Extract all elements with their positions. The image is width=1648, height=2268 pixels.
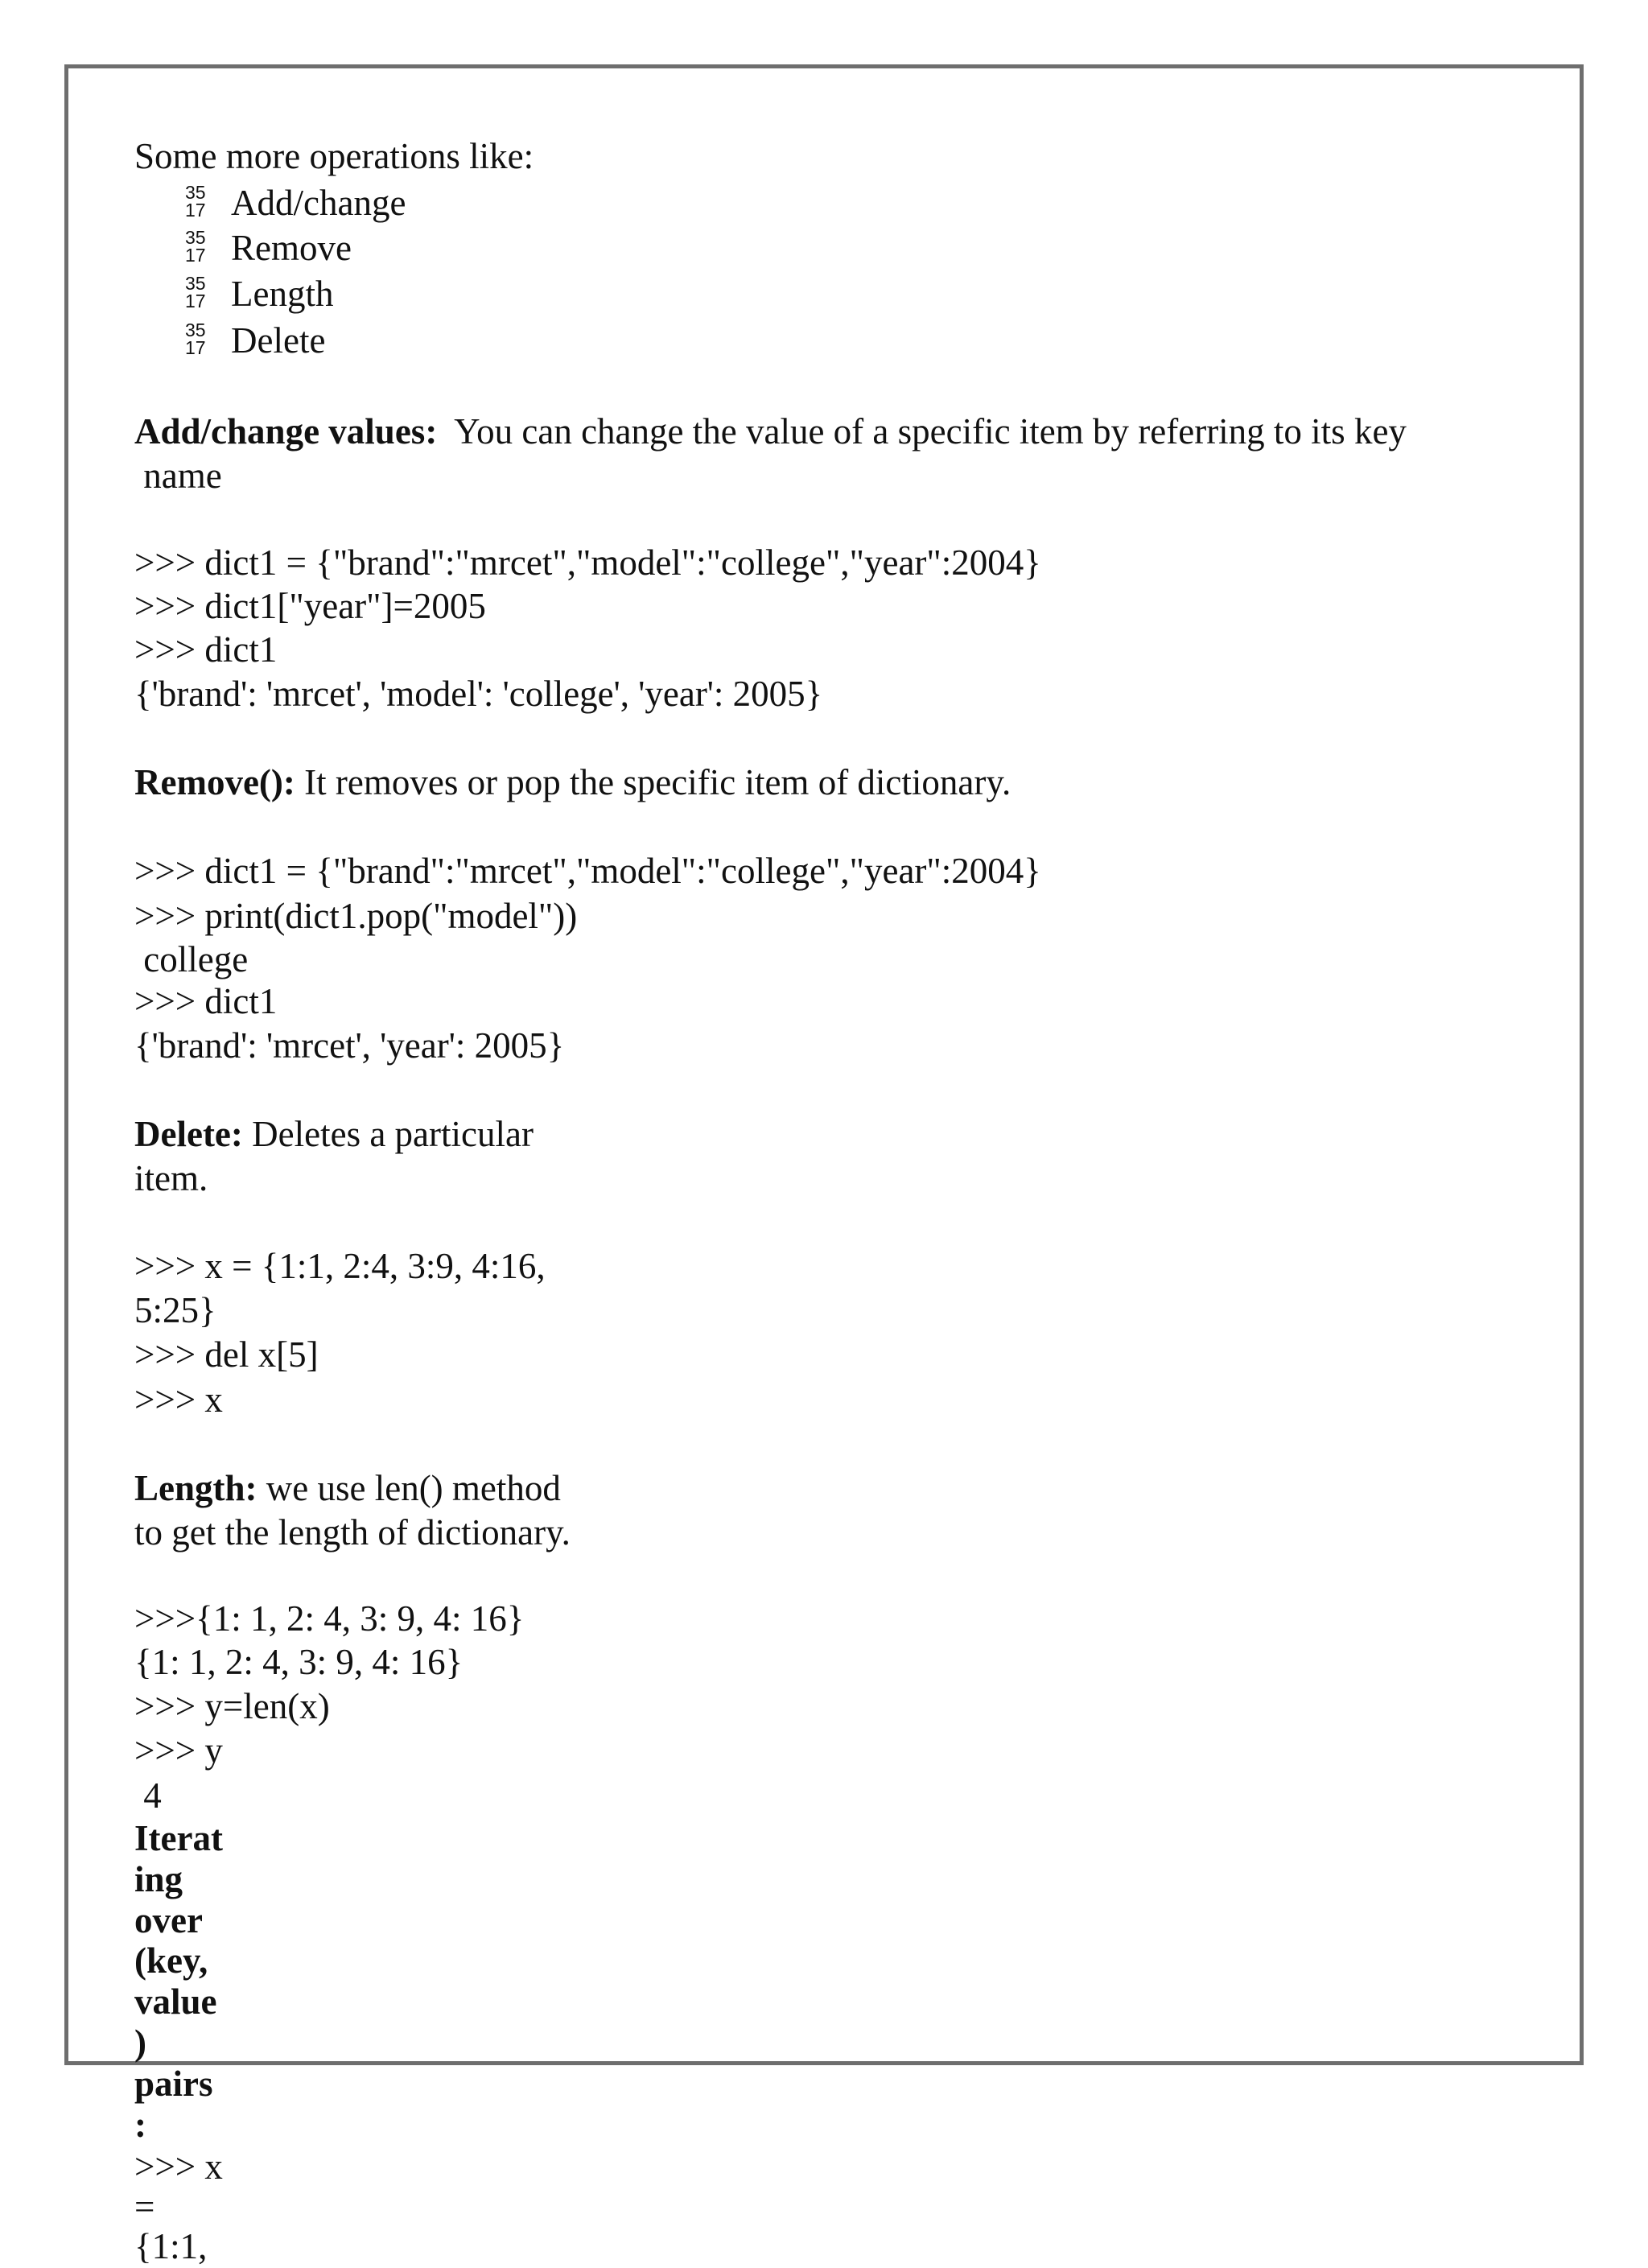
iterating-heading-line: (key, xyxy=(134,1940,208,1981)
bullet-marker: 35 17 xyxy=(185,320,206,358)
code-line: >>> print(dict1.pop("model")) xyxy=(134,896,578,936)
delete-text-cont: item. xyxy=(134,1158,208,1198)
code-line: {1: 1, 2: 4, 3: 9, 4: 16} xyxy=(134,1642,464,1682)
code-line: {'brand': 'mrcet', 'model': 'college', 'year': 2005} xyxy=(134,674,823,714)
iterating-heading-line: ing xyxy=(134,1859,183,1899)
bullet-list-item xyxy=(0,320,326,403)
code-line: >>> dict1 = {"brand":"mrcet","model":"college","year":2004} xyxy=(134,542,1041,583)
delete-heading: Delete: xyxy=(134,1114,243,1154)
intro-text: Some more operations like: xyxy=(134,136,534,176)
add-change-heading: Add/change values: xyxy=(134,411,438,452)
code-line: >>> x xyxy=(134,1379,223,1420)
code-line: >>> x xyxy=(134,2146,223,2187)
code-line: 5:25} xyxy=(134,1290,216,1330)
length-paragraph xyxy=(134,1467,561,1509)
code-line: >>> y xyxy=(134,1730,223,1771)
bullet-label: Delete xyxy=(231,320,326,361)
iterating-heading-line: : xyxy=(134,2105,146,2145)
add-change-text: You can change the value of a specific item by referring to its key xyxy=(437,411,1407,452)
code-line: >>>{1: 1, 2: 4, 3: 9, 4: 16} xyxy=(134,1598,525,1639)
iterating-heading-line: pairs xyxy=(134,2064,213,2104)
add-change-text-cont: name xyxy=(134,456,222,496)
iterating-heading-line: ) xyxy=(134,2023,146,2063)
delete-text: Deletes a particular xyxy=(242,1114,534,1154)
bullet-marker: 35 17 xyxy=(185,273,206,311)
bullet-marker: 35 17 xyxy=(185,182,206,221)
bullet-label: Add/change xyxy=(231,183,406,223)
remove-text: It removes or pop the specific item of dictionary. xyxy=(295,762,1011,802)
code-line: = xyxy=(134,2187,155,2227)
add-change-paragraph xyxy=(134,410,1407,452)
iterating-heading-line: Iterat xyxy=(134,1818,223,1858)
length-heading: Length: xyxy=(134,1468,258,1508)
code-line: college xyxy=(134,939,249,979)
code-line: >>> dict1 xyxy=(134,981,278,1021)
remove-heading: Remove(): xyxy=(134,762,295,802)
code-line: {1:1, xyxy=(134,2226,208,2266)
code-line: >>> dict1 xyxy=(134,629,278,670)
iterating-heading-line: over xyxy=(134,1900,203,1940)
code-line: 4 xyxy=(134,1775,162,1816)
length-text-cont: to get the length of dictionary. xyxy=(134,1512,571,1553)
delete-paragraph xyxy=(134,1113,534,1155)
bullet-label: Length xyxy=(231,274,334,314)
code-line: >>> x = {1:1, 2:4, 3:9, 4:16, xyxy=(134,1246,546,1286)
code-line: >>> dict1 = {"brand":"mrcet","model":"college","year":2004} xyxy=(134,851,1041,891)
code-line: >>> del x[5] xyxy=(134,1334,319,1375)
iterating-heading-line: value xyxy=(134,1981,217,2022)
bullet-label: Remove xyxy=(231,228,352,268)
bullet-marker: 35 17 xyxy=(185,227,206,266)
remove-paragraph xyxy=(134,761,1011,803)
code-line: {'brand': 'mrcet', 'year': 2005} xyxy=(134,1025,565,1066)
length-text: we use len() method xyxy=(257,1468,561,1508)
code-line: >>> y=len(x) xyxy=(134,1686,330,1726)
code-line: >>> dict1["year"]=2005 xyxy=(134,586,486,626)
